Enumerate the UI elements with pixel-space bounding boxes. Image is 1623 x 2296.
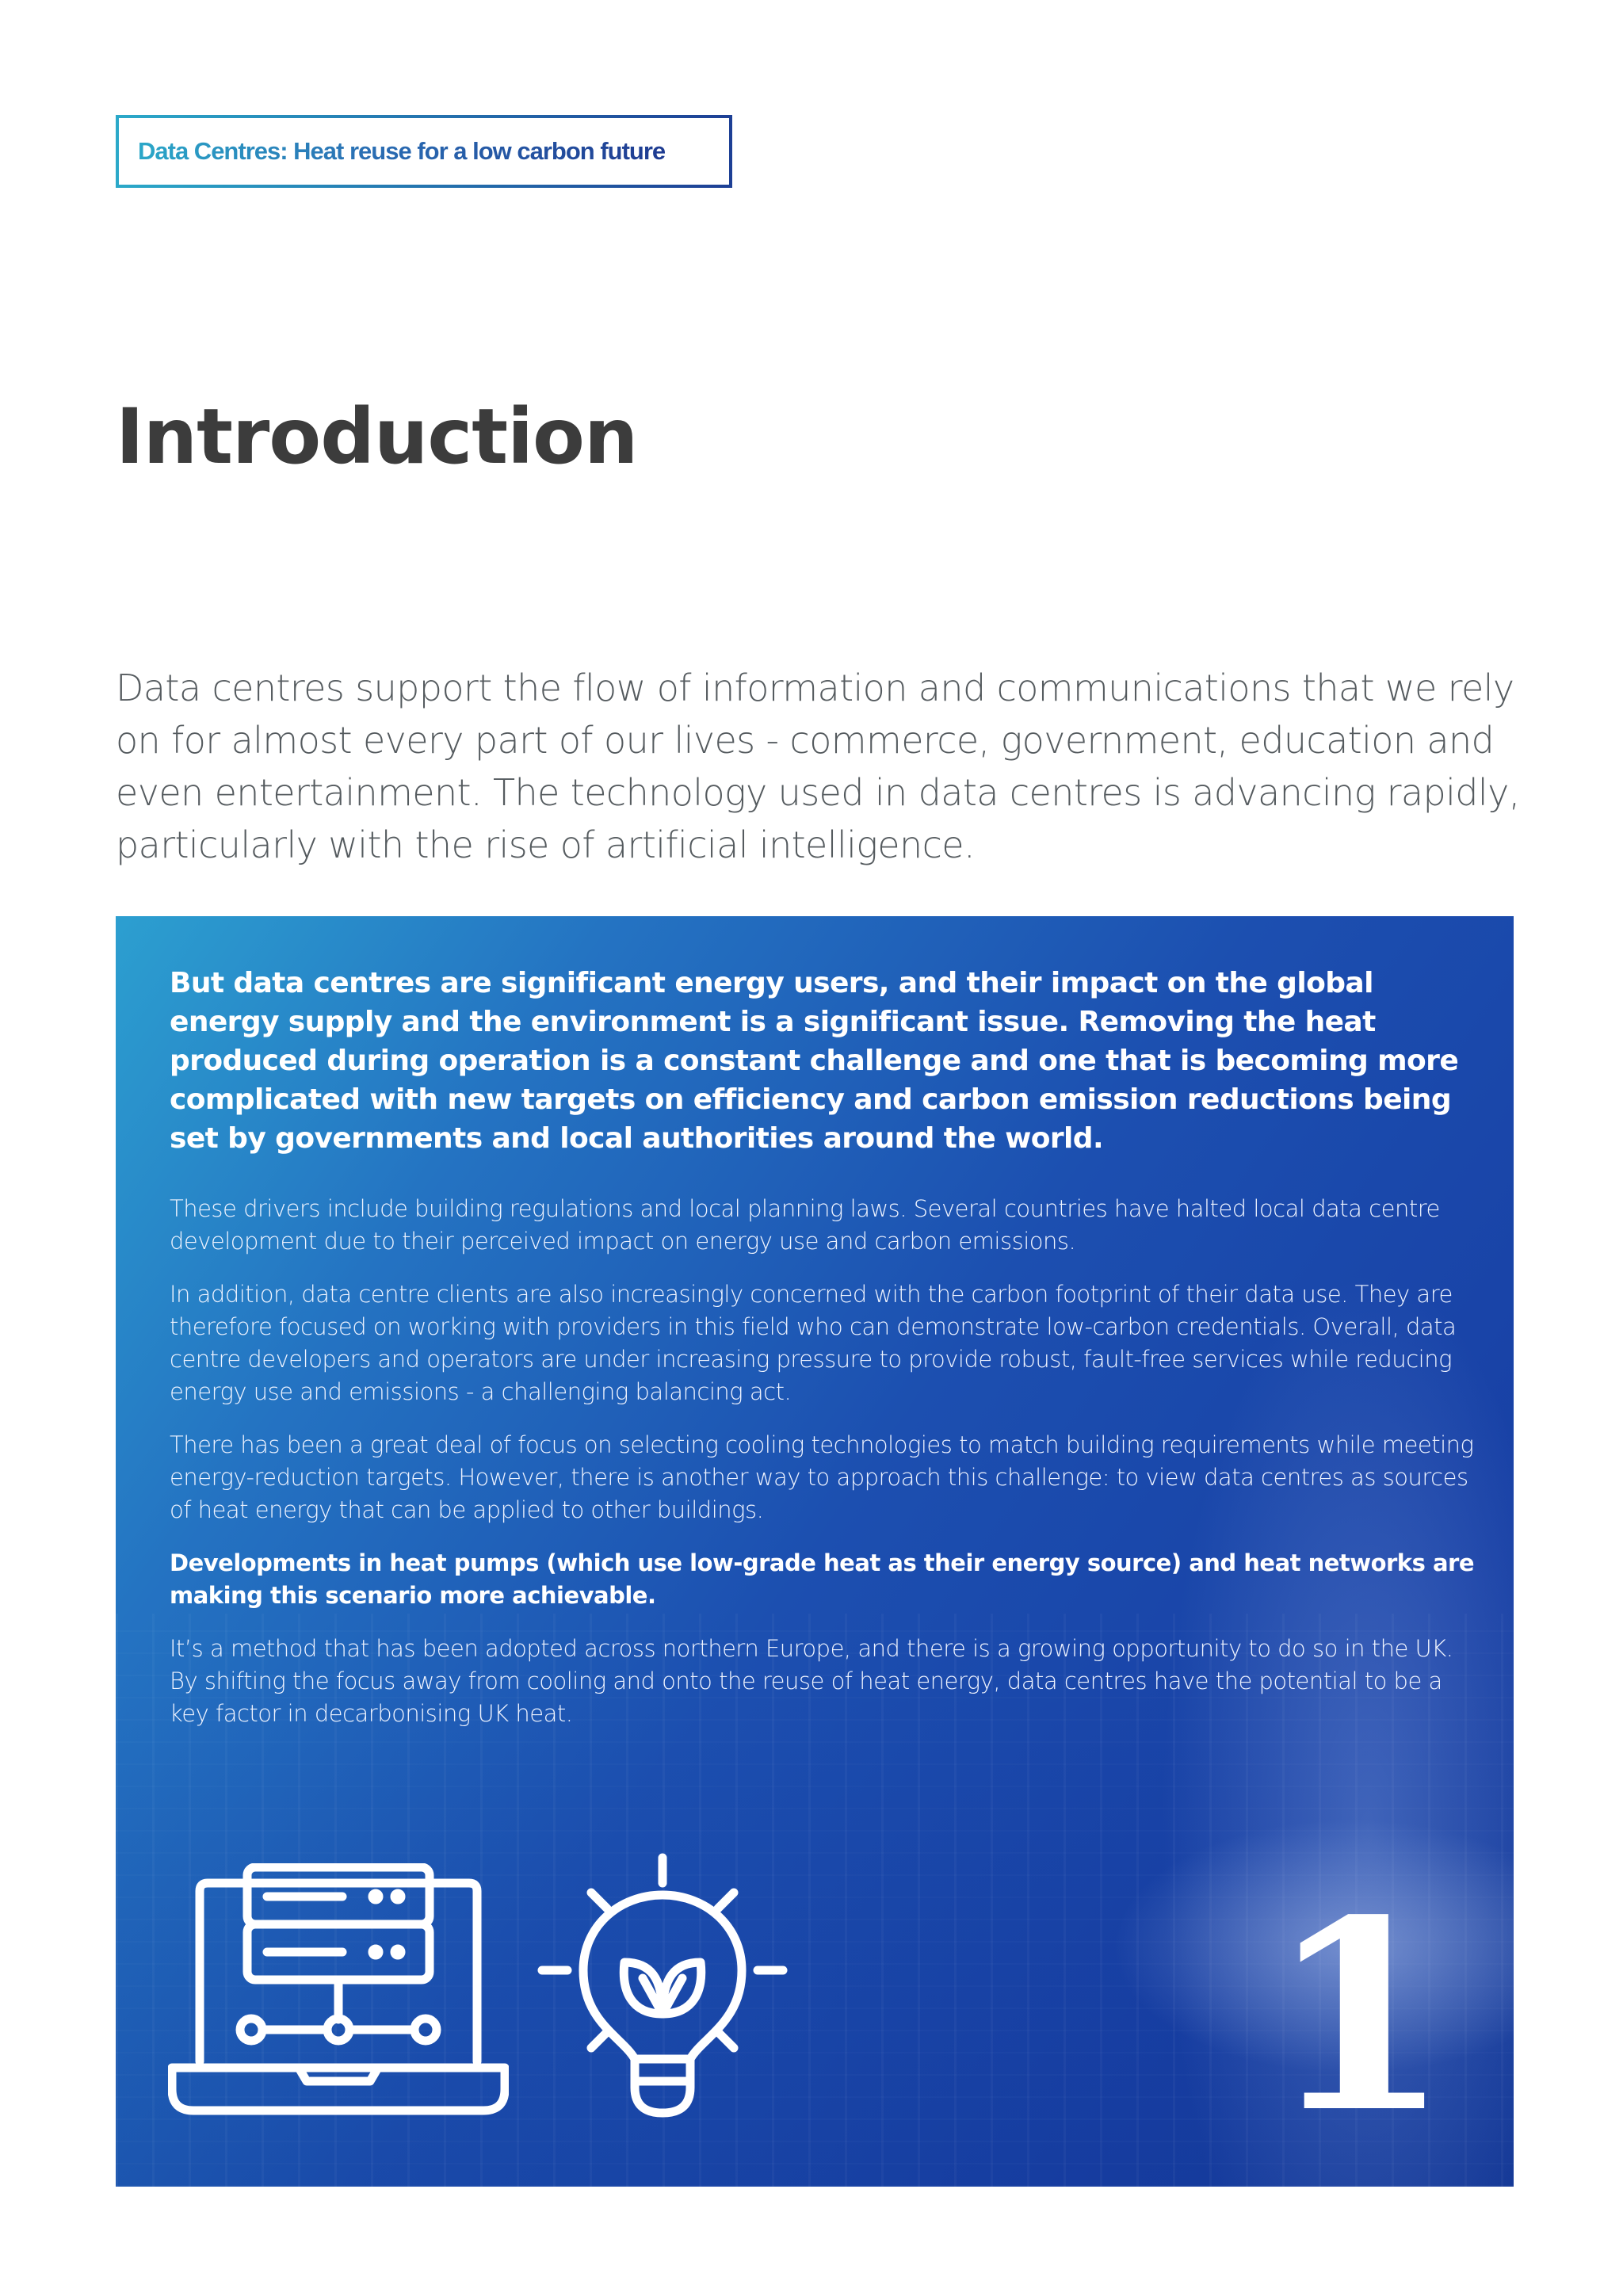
page-title: Introduction	[116, 392, 638, 481]
panel-paragraph: It’s a method that has been adopted across northern Europe, and there is a growing opportunity to do so in the UK. By shifting the focus away from cooling and onto the reuse of heat energy, data centres have the potential to be a key factor in decarbonising UK heat.	[170, 1635, 1453, 1727]
intro-lead-paragraph: Data centres support the flow of information and communications that we rely on for almost every part of our lives - commerce, government, education and even entertainment. The technology used in data centres is advancing rapidly, particularly with the rise of artificial intelligence.	[116, 667, 1520, 866]
laptop-server-icon	[168, 1863, 509, 2125]
panel-highlight-paragraph: Developments in heat pumps (which use low-grade heat as their energy source) and heat networks are making this scenario more achievable.	[170, 1549, 1474, 1609]
document-header-label: Data Centres: Heat reuse for a low carbon future	[138, 118, 665, 185]
panel-paragraph: There has been a great deal of focus on selecting cooling technologies to match building requirements while meeting energy-reduction targets. However, there is another way to approach this challenge: to view data centres as sources of heat energy that can be applied to other buildings.	[170, 1431, 1474, 1523]
document-header-badge	[116, 115, 732, 188]
lightbulb-leaf-icon	[536, 1851, 789, 2137]
info-panel	[116, 916, 1514, 2187]
panel-text-block	[170, 964, 1477, 1751]
panel-paragraph: In addition, data centre clients are also increasingly concerned with the carbon footprint of their data use. They are therefore focused on working with providers in this field who can demonstrate low-carbon credentials. Overall, data centre developers and operators are under increasing pressure to provide robust, fault-free services while reducing energy use and emissions - a challenging balancing act.	[170, 1281, 1457, 1405]
page-number: 1	[1268, 1862, 1450, 2170]
panel-paragraph: These drivers include building regulations and local planning laws. Several countries have halted local data centre development due to their perceived impact on energy use and carbon emissions.	[170, 1195, 1440, 1255]
panel-lead-paragraph: But data centres are significant energy users, and their impact on the global energy supply and the environment is a significant issue. Removing the heat produced during operation is a constant challenge and one that is becoming more complicated with new targets on efficiency and carbon emission reductions being set by governments and local authorities around the world.	[170, 967, 1459, 1155]
